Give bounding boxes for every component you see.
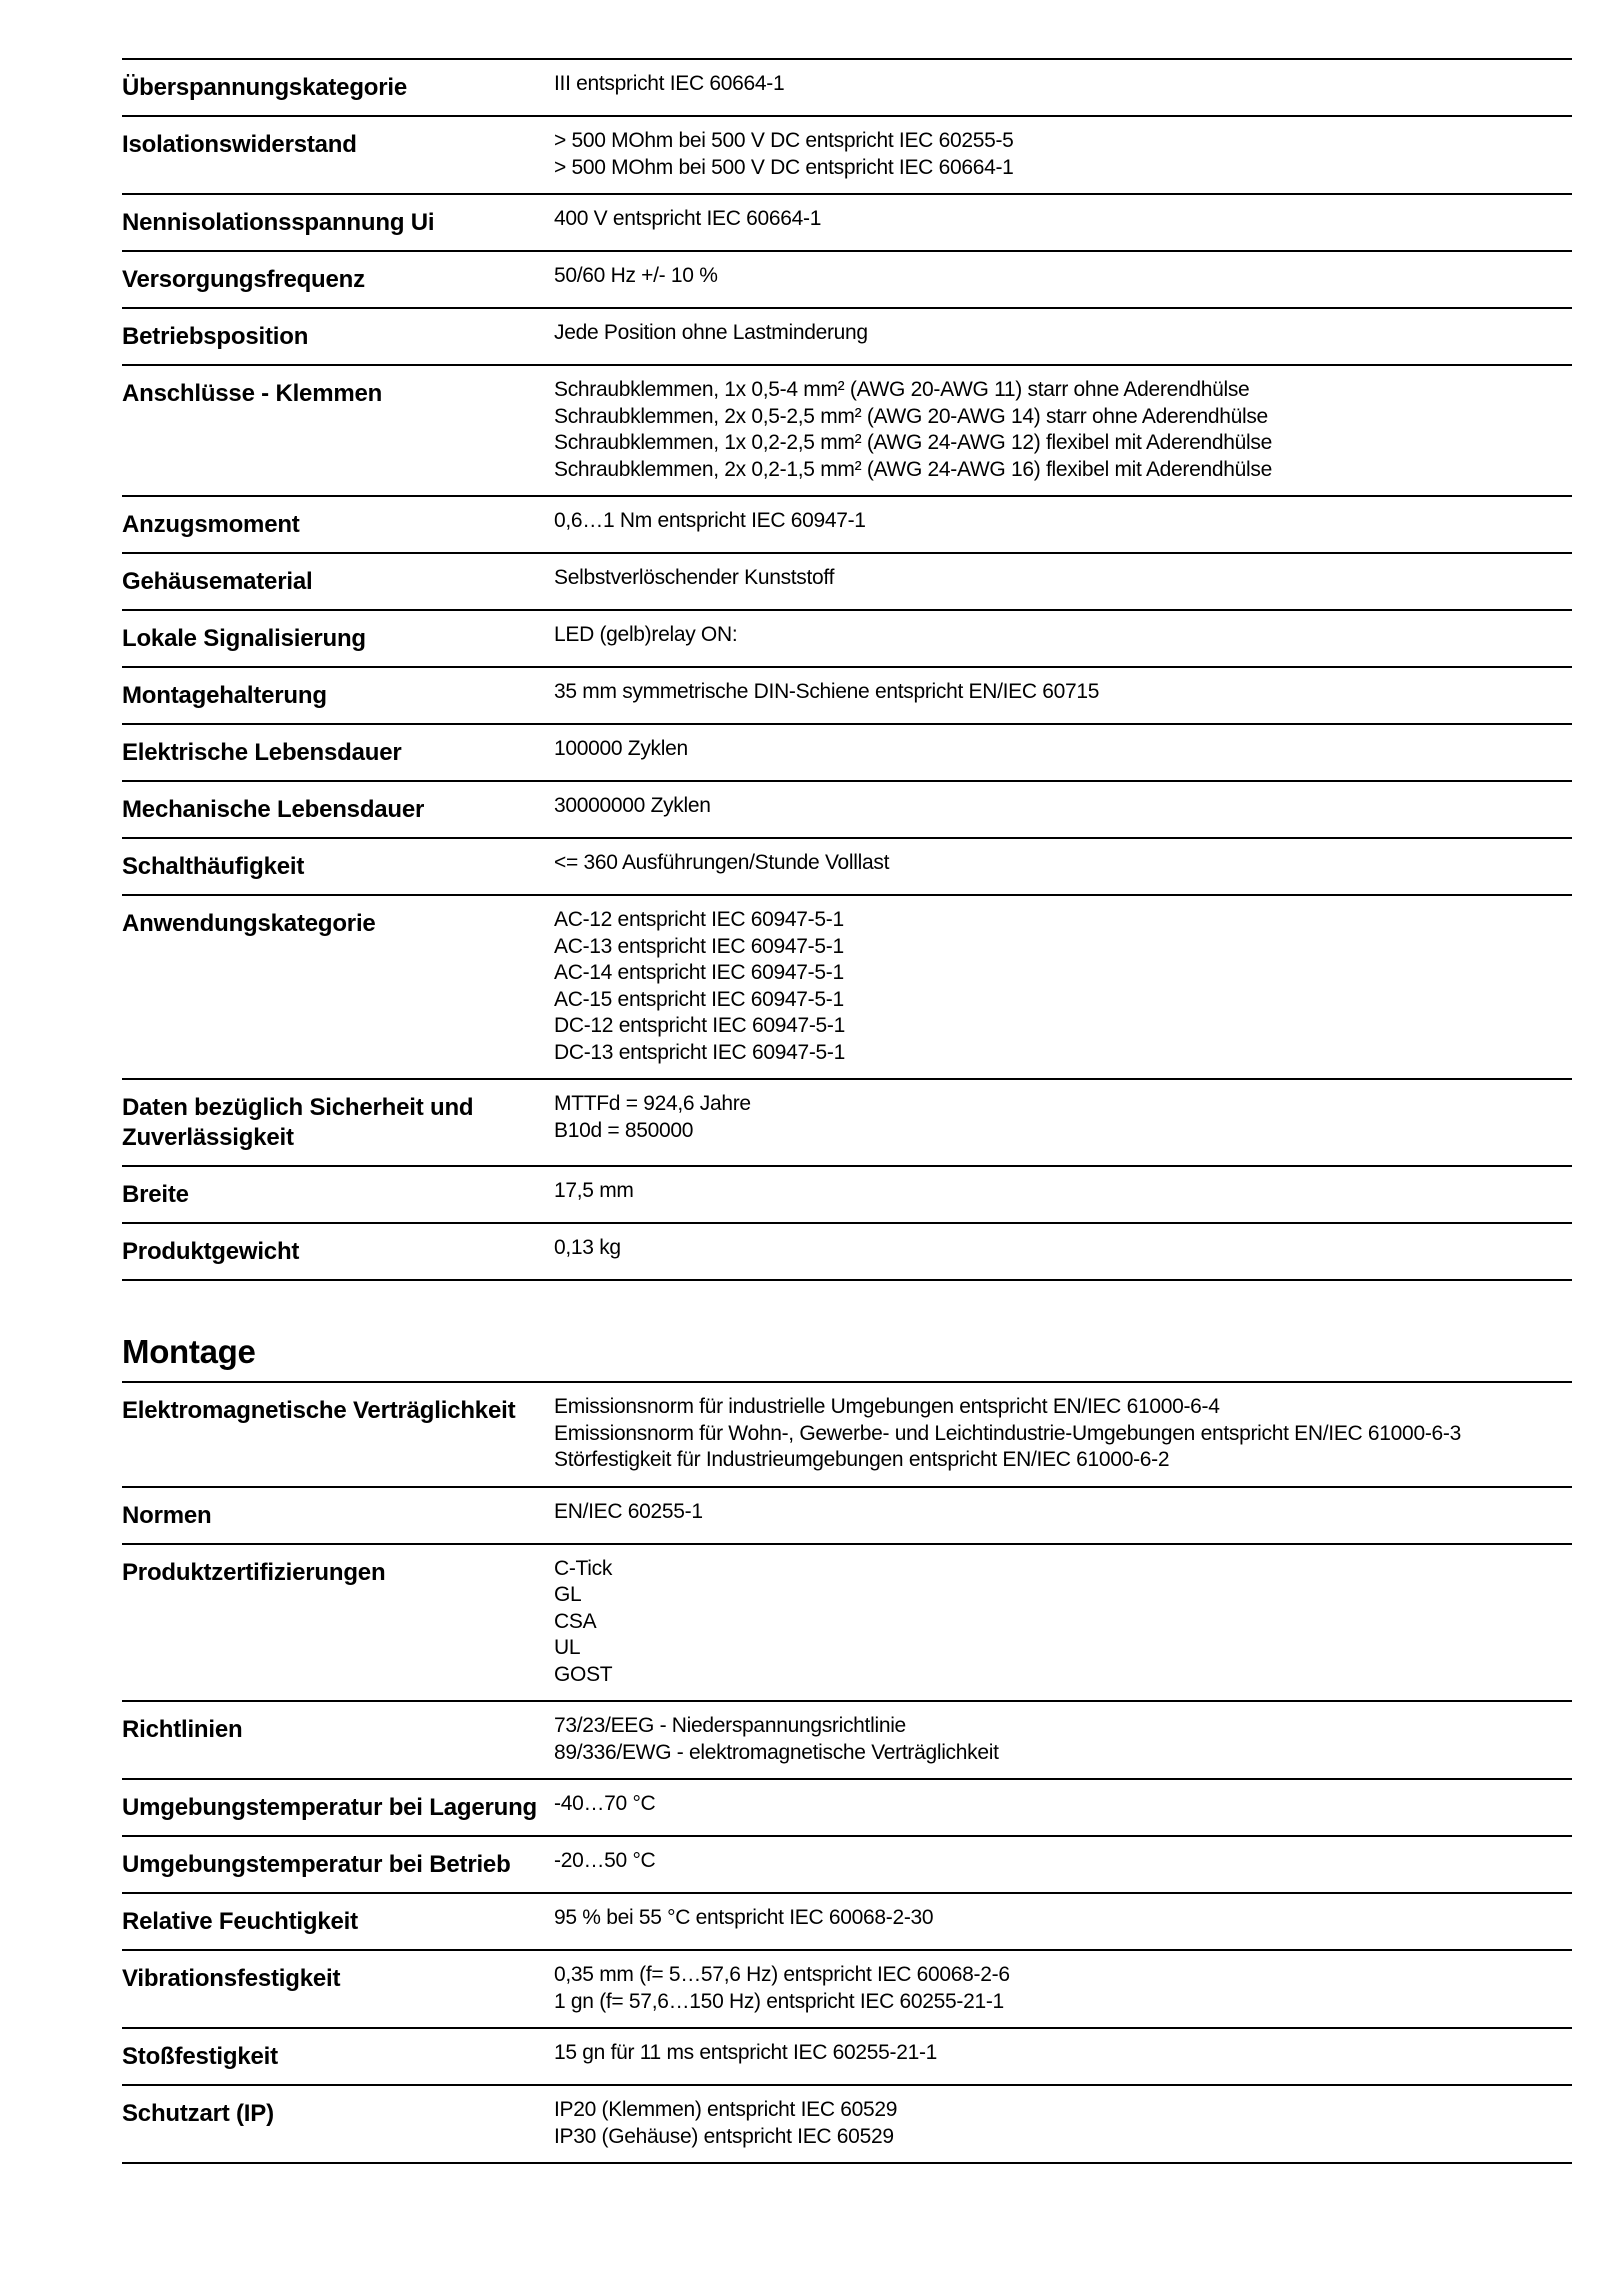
spec-value (554, 565, 1572, 597)
spec-value (554, 2040, 1572, 2072)
datasheet-page (122, 58, 1572, 2164)
spec-value (554, 1091, 1572, 1153)
spec-row (122, 1545, 1572, 1703)
spec-value (554, 377, 1572, 483)
spec-label: Überspannungskategorie (122, 74, 407, 101)
spec-value (554, 1235, 1572, 1267)
spec-value-line: Emissionsnorm für Wohn-, Gewerbe- und Leichtindustrie-Umgebungen entspricht EN/IEC 61000-6-3 (554, 1421, 1461, 1445)
spec-value (554, 1791, 1572, 1823)
spec-label: Produktzertifizierungen (122, 1558, 386, 1586)
spec-label: Montagehalterung (122, 682, 327, 709)
spec-value-line: Selbstverlöschender Kunststoff (554, 566, 835, 589)
spec-value-line: 30000000 Zyklen (554, 794, 711, 817)
spec-value-line: EN/IEC 60255-1 (554, 1499, 703, 1523)
spec-value-line: IP20 (Klemmen) entspricht IEC 60529 (554, 2098, 898, 2121)
spec-label: Relative Feuchtigkeit (122, 1908, 358, 1935)
spec-value (554, 1178, 1572, 1210)
spec-value (554, 206, 1572, 238)
spec-label: Nennisolationsspannung Ui (122, 209, 435, 236)
spec-row (122, 1894, 1572, 1951)
spec-value-line: Störfestigkeit für Industrieumgebungen entspricht EN/IEC 61000-6-2 (554, 1448, 1170, 1471)
spec-value-line: 15 gn für 11 ms entspricht IEC 60255-21-1 (554, 2041, 938, 2064)
spec-value (554, 679, 1572, 711)
spec-value (554, 1713, 1572, 1766)
spec-value (554, 736, 1572, 768)
spec-label: Richtlinien (122, 1716, 243, 1743)
spec-value-line: Jede Position ohne Lastminderung (554, 321, 868, 344)
spec-value-line: LED (gelb)relay ON: (554, 623, 738, 646)
spec-label: Isolationswiderstand (122, 131, 357, 158)
spec-value (554, 1499, 1572, 1531)
spec-value-line: III entspricht IEC 60664-1 (554, 72, 785, 95)
spec-row (122, 1702, 1572, 1780)
spec-label: Schutzart (IP) (122, 2100, 274, 2127)
spec-value (554, 793, 1572, 825)
spec-value-line: 89/336/EWG - elektromagnetische Verträglichkeit (554, 1740, 999, 1764)
spec-row (122, 1224, 1572, 1281)
spec-row (122, 366, 1572, 497)
spec-value-line: 0,35 mm (f= 5…57,6 Hz) entspricht IEC 60068-2-6 (554, 1963, 1010, 1986)
spec-value-line: AC-15 entspricht IEC 60947-5-1 (554, 987, 844, 1011)
spec-row (122, 1951, 1572, 2029)
spec-row (122, 554, 1572, 611)
spec-label: Elektrische Lebensdauer (122, 739, 402, 766)
spec-value (554, 622, 1572, 654)
spec-value (554, 1905, 1572, 1937)
spec-row (122, 1488, 1572, 1545)
spec-value-line: B10d = 850000 (554, 1118, 694, 1142)
spec-label: Daten bezüglich Sicherheit und Zuverlässigkeit (122, 1094, 474, 1151)
spec-row (122, 725, 1572, 782)
spec-value (554, 850, 1572, 882)
spec-value-line: <= 360 Ausführungen/Stunde Volllast (554, 851, 890, 874)
spec-row (122, 1837, 1572, 1894)
spec-value-line: AC-12 entspricht IEC 60947-5-1 (554, 908, 844, 931)
spec-value-line: 95 % bei 55 °C entspricht IEC 60068-2-30 (554, 1906, 934, 1929)
spec-value-line: CSA (554, 1609, 597, 1633)
spec-value-line: 1 gn (f= 57,6…150 Hz) entspricht IEC 60255-21-1 (554, 1989, 1004, 2013)
spec-row (122, 60, 1572, 117)
spec-row (122, 1167, 1572, 1224)
spec-value (554, 508, 1572, 540)
spec-row (122, 309, 1572, 366)
spec-value-line: Schraubklemmen, 2x 0,2-1,5 mm² (AWG 24-AWG 16) flexibel mit Aderendhülse (554, 457, 1272, 481)
section-title-montage: Montage (122, 1333, 256, 1370)
spec-label: Schalthäufigkeit (122, 853, 305, 880)
spec-label: Produktgewicht (122, 1238, 300, 1265)
spec-row (122, 195, 1572, 252)
spec-row (122, 497, 1572, 554)
spec-value-line: IP30 (Gehäuse) entspricht IEC 60529 (554, 2124, 894, 2148)
spec-label: Umgebungstemperatur bei Lagerung (122, 1794, 537, 1821)
spec-label: Anzugsmoment (122, 511, 300, 538)
spec-value-line: 50/60 Hz +/- 10 % (554, 264, 718, 287)
spec-value-line: GL (554, 1583, 582, 1606)
spec-row (122, 2029, 1572, 2086)
spec-value (554, 1848, 1572, 1880)
spec-value (554, 2097, 1572, 2150)
spec-value (554, 1962, 1572, 2015)
spec-row (122, 668, 1572, 725)
spec-row (122, 839, 1572, 896)
spec-label: Anschlüsse - Klemmen (122, 380, 383, 407)
spec-label: Elektromagnetische Verträglichkeit (122, 1397, 516, 1424)
spec-value-line: > 500 MOhm bei 500 V DC entspricht IEC 60255-5 (554, 129, 1014, 152)
spec-value-line: MTTFd = 924,6 Jahre (554, 1092, 751, 1115)
spec-value-line: -40…70 °C (554, 1792, 656, 1815)
spec-row (122, 1780, 1572, 1837)
spec-value (554, 907, 1572, 1066)
spec-value-line: AC-13 entspricht IEC 60947-5-1 (554, 934, 844, 958)
spec-row (122, 1080, 1572, 1167)
spec-label: Anwendungskategorie (122, 910, 376, 937)
spec-value-line: 73/23/EEG - Niederspannungsrichtlinie (554, 1714, 906, 1737)
spec-value-line: > 500 MOhm bei 500 V DC entspricht IEC 60664-1 (554, 155, 1014, 179)
spec-row (122, 2086, 1572, 2164)
spec-value-line: Schraubklemmen, 1x 0,2-2,5 mm² (AWG 24-AWG 12) flexibel mit Aderendhülse (554, 431, 1272, 454)
spec-label: Versorgungsfrequenz (122, 266, 365, 293)
spec-row (122, 252, 1572, 309)
spec-label: Vibrationsfestigkeit (122, 1965, 341, 1992)
spec-label: Gehäusematerial (122, 568, 313, 595)
spec-table-montage (122, 1381, 1572, 2164)
spec-label: Betriebsposition (122, 323, 309, 350)
spec-value (554, 320, 1572, 352)
spec-label: Stoßfestigkeit (122, 2043, 278, 2070)
spec-value (554, 71, 1572, 103)
spec-table-general (122, 58, 1572, 1281)
spec-value-line: 100000 Zyklen (554, 737, 688, 760)
spec-label: Lokale Signalisierung (122, 625, 366, 652)
spec-row (122, 782, 1572, 839)
spec-value-line: UL (554, 1636, 581, 1659)
spec-value-line: Schraubklemmen, 1x 0,5-4 mm² (AWG 20-AWG 11) starr ohne Aderendhülse (554, 378, 1250, 401)
spec-value-line: GOST (554, 1662, 613, 1686)
spec-row (122, 117, 1572, 195)
spec-value-line: DC-12 entspricht IEC 60947-5-1 (554, 1014, 845, 1037)
spec-value-line: -20…50 °C (554, 1849, 656, 1872)
spec-value-line: 0,6…1 Nm entspricht IEC 60947-1 (554, 509, 866, 532)
spec-row (122, 611, 1572, 668)
spec-label: Normen (122, 1501, 212, 1529)
spec-row (122, 1383, 1572, 1488)
spec-value-line: 400 V entspricht IEC 60664-1 (554, 207, 822, 230)
spec-value-line: 35 mm symmetrische DIN-Schiene entspricht EN/IEC 60715 (554, 680, 1100, 703)
spec-value (554, 128, 1572, 181)
spec-value-line: AC-14 entspricht IEC 60947-5-1 (554, 961, 844, 984)
spec-label: Breite (122, 1181, 189, 1208)
spec-value (554, 1394, 1572, 1474)
spec-row (122, 896, 1572, 1080)
spec-value-line: 17,5 mm (554, 1179, 634, 1202)
spec-value-line: DC-13 entspricht IEC 60947-5-1 (554, 1040, 845, 1064)
spec-label: Umgebungstemperatur bei Betrieb (122, 1851, 511, 1878)
spec-value-line: C-Tick (554, 1556, 613, 1580)
spec-value (554, 1556, 1572, 1689)
spec-value-line: 0,13 kg (554, 1236, 621, 1259)
spec-label: Mechanische Lebensdauer (122, 796, 425, 823)
spec-value-line: Emissionsnorm für industrielle Umgebungen entspricht EN/IEC 61000-6-4 (554, 1395, 1220, 1418)
spec-value (554, 263, 1572, 295)
spec-value-line: Schraubklemmen, 2x 0,5-2,5 mm² (AWG 20-AWG 14) starr ohne Aderendhülse (554, 404, 1268, 428)
